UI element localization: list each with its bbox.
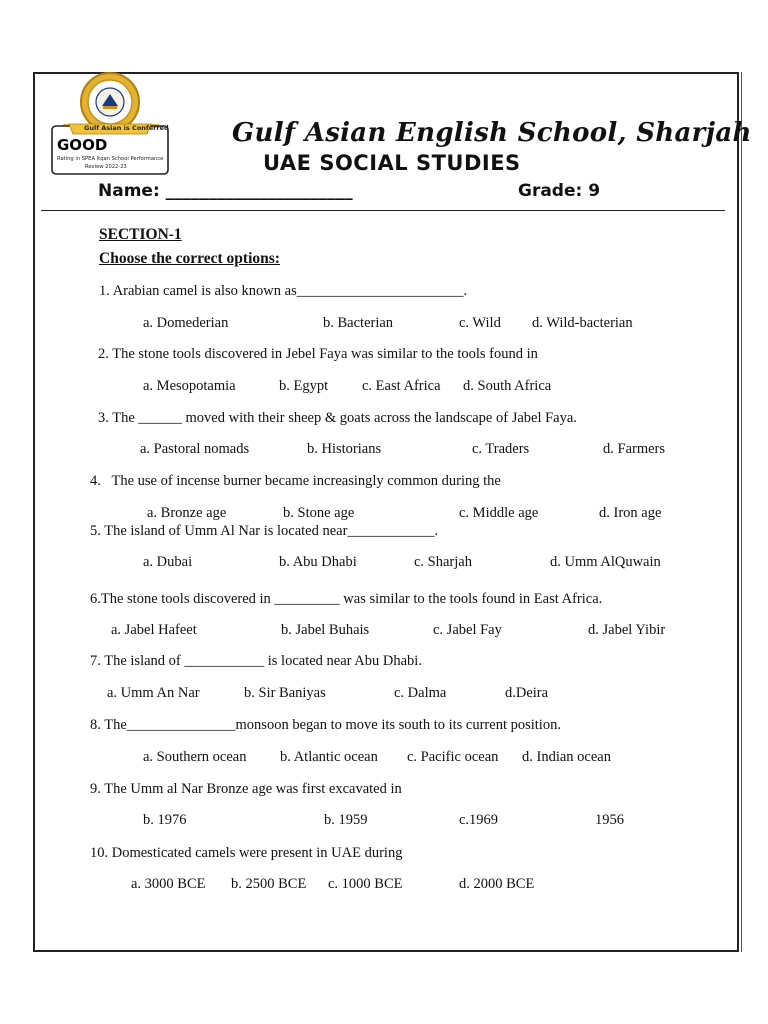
question-4: 4. The use of incense burner became increasingly common during the (90, 473, 501, 489)
q4-option-d[interactable]: d. Iron age (599, 505, 662, 521)
logo-ribbon-text: Gulf Asian is Conferred (84, 124, 169, 132)
q2-option-b[interactable]: b. Egypt (279, 378, 329, 394)
q8-option-d[interactable]: d. Indian ocean (522, 749, 611, 765)
q3-option-a[interactable]: a. Pastoral nomads (140, 441, 250, 457)
q2-option-d[interactable]: d. South Africa (463, 378, 552, 394)
q8-option-a[interactable]: a. Southern ocean (143, 749, 247, 765)
q7-option-a[interactable]: a. Umm An Nar (107, 685, 200, 701)
logo-rating: GOOD (57, 136, 108, 154)
question-1: 1. Arabian camel is also known as_______________________. (99, 283, 468, 299)
q9-option-b[interactable]: b. 1959 (324, 812, 368, 828)
q3-option-b[interactable]: b. Historians (307, 441, 382, 457)
header-divider (41, 210, 725, 211)
q6-option-a[interactable]: a. Jabel Hafeet (111, 622, 197, 638)
name-field[interactable]: Name: ______________________ (98, 181, 353, 201)
section-title: SECTION-1 (99, 226, 182, 243)
question-8: 8. The_______________monsoon began to move its south to its current position. (90, 717, 561, 733)
q5-option-a[interactable]: a. Dubai (143, 554, 193, 570)
q6-option-d[interactable]: d. Jabel Yibir (588, 622, 666, 638)
q4-option-b[interactable]: b. Stone age (283, 505, 355, 521)
q1-option-d[interactable]: d. Wild-bacterian (532, 315, 633, 331)
q7-option-b[interactable]: b. Sir Baniyas (244, 685, 326, 701)
question-3: 3. The ______ moved with their sheep & goats across the landscape of Jabel Faya. (98, 410, 577, 426)
q4-option-a[interactable]: a. Bronze age (147, 505, 227, 521)
q7-option-d[interactable]: d.Deira (505, 685, 549, 701)
question-9: 9. The Umm al Nar Bronze age was first excavated in (90, 781, 402, 797)
q6-option-c[interactable]: c. Jabel Fay (433, 622, 502, 638)
q1-option-c[interactable]: c. Wild (459, 315, 501, 331)
q9-option-c[interactable]: c.1969 (459, 812, 499, 828)
q8-option-c[interactable]: c. Pacific ocean (407, 749, 499, 765)
q9-option-d[interactable]: 1956 (595, 812, 624, 828)
question-6: 6.The stone tools discovered in _________ was similar to the tools found in East Africa. (90, 591, 603, 607)
section-instruction: Choose the correct options: (99, 250, 280, 267)
q10-option-c[interactable]: c. 1000 BCE (328, 876, 403, 892)
q8-option-b[interactable]: b. Atlantic ocean (280, 749, 378, 765)
q5-option-c[interactable]: c. Sharjah (414, 554, 472, 570)
q1-option-a[interactable]: a. Domederian (143, 315, 229, 331)
q3-option-c[interactable]: c. Traders (472, 441, 530, 457)
grade-label: Grade: 9 (518, 181, 601, 201)
question-5: 5. The island of Umm Al Nar is located near____________. (90, 523, 439, 539)
q10-option-a[interactable]: a. 3000 BCE (131, 876, 206, 892)
page-border-right (737, 72, 739, 952)
q10-option-d[interactable]: d. 2000 BCE (459, 876, 535, 892)
q4-option-c[interactable]: c. Middle age (459, 505, 539, 521)
q10-option-b[interactable]: b. 2500 BCE (231, 876, 307, 892)
q2-option-a[interactable]: a. Mesopotamia (143, 378, 236, 394)
question-10: 10. Domesticated camels were present in UAE during (90, 845, 403, 861)
subject-title: UAE SOCIAL STUDIES (263, 151, 521, 175)
logo-rating-line2: Review 2022-23 (85, 164, 127, 170)
page-border-right-outer (741, 72, 742, 952)
q3-option-d[interactable]: d. Farmers (603, 441, 666, 457)
question-7: 7. The island of ___________ is located near Abu Dhabi. (90, 653, 422, 669)
q9-option-a[interactable]: b. 1976 (143, 812, 187, 828)
q5-option-b[interactable]: b. Abu Dhabi (279, 554, 357, 570)
school-logo (51, 72, 171, 182)
q6-option-b[interactable]: b. Jabel Buhais (281, 622, 370, 638)
q2-option-c[interactable]: c. East Africa (362, 378, 441, 394)
q1-option-b[interactable]: b. Bacterian (323, 315, 394, 331)
school-name: Gulf Asian English School, Sharjah (232, 118, 752, 148)
question-2: 2. The stone tools discovered in Jebel Faya was similar to the tools found in (98, 346, 538, 362)
q5-option-d[interactable]: d. Umm AlQuwain (550, 554, 661, 570)
q7-option-c[interactable]: c. Dalma (394, 685, 447, 701)
logo-rating-line1: Rating in SPEA Itqan School Performance (57, 156, 164, 162)
